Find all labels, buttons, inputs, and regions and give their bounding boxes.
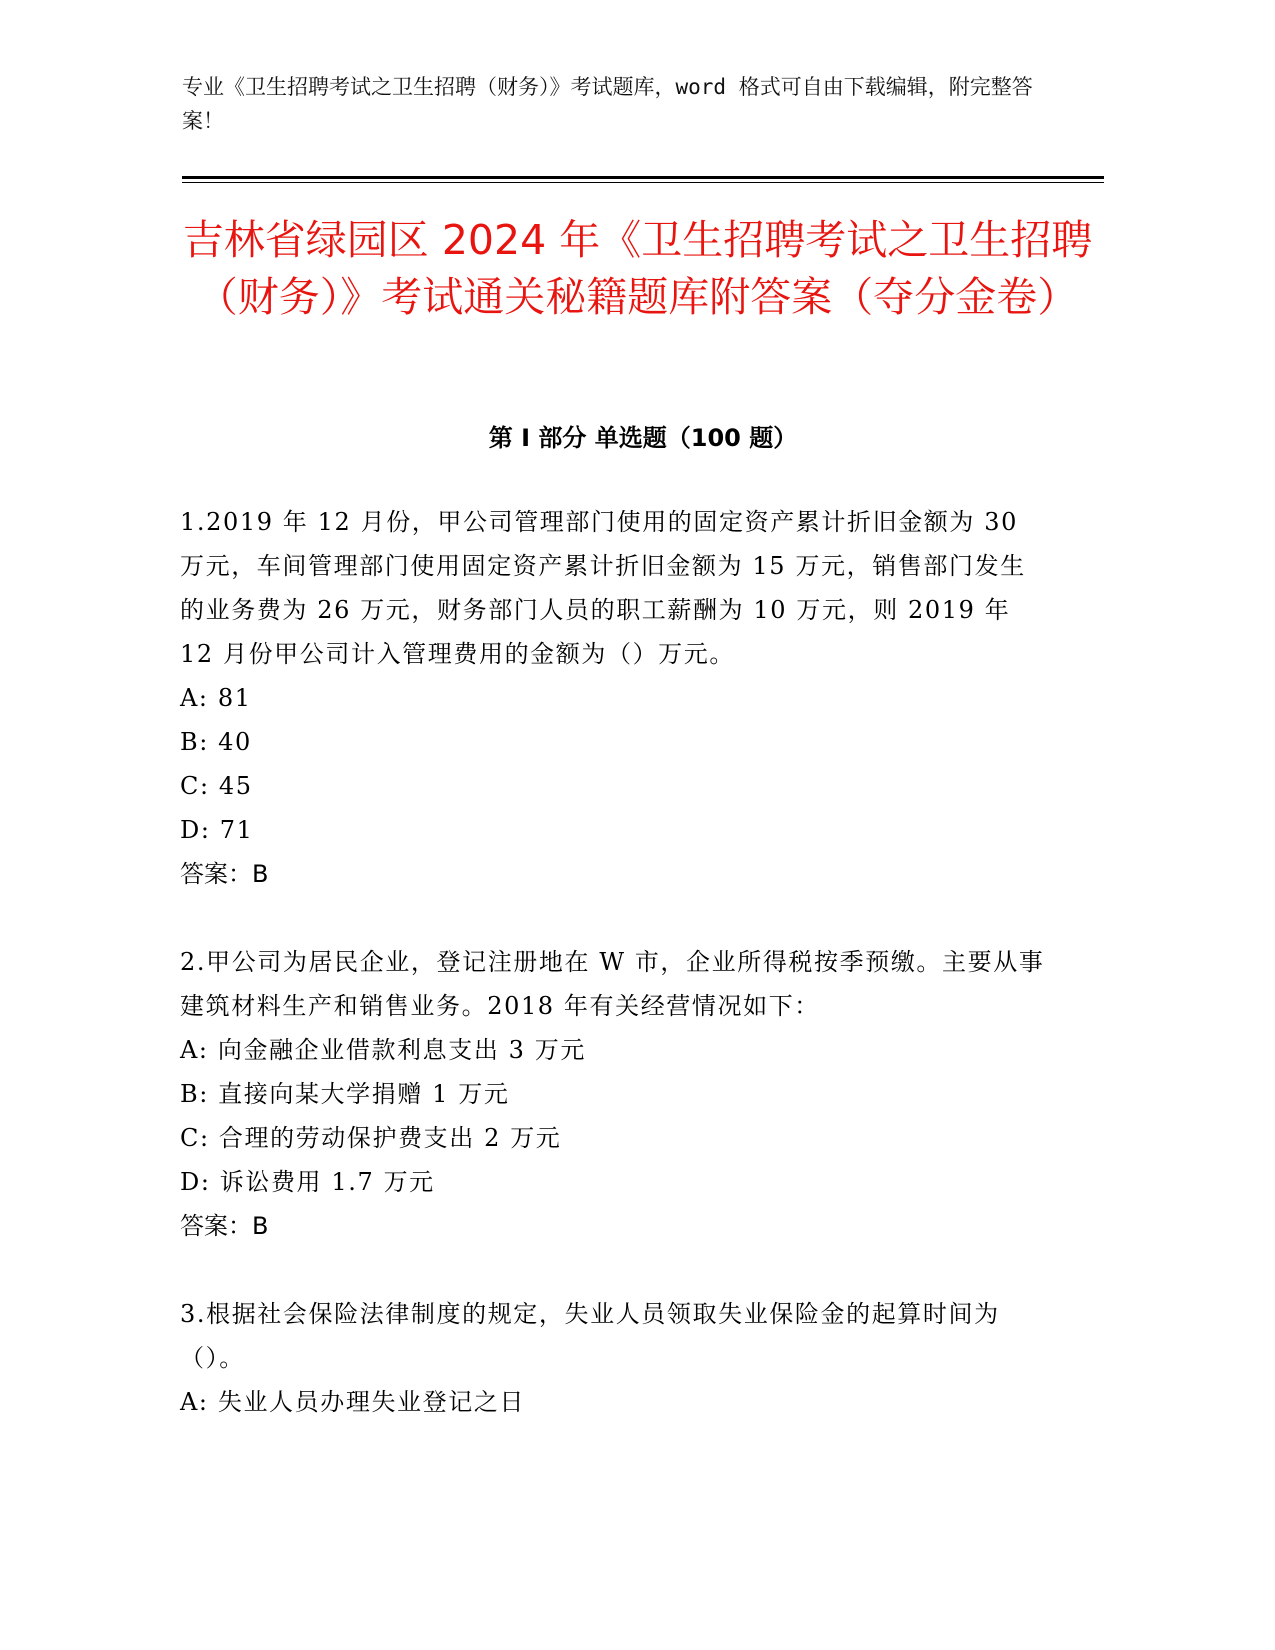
option-b: B: 直接向某大学捐赠 1 万元 [180,1080,510,1108]
option-b: B: 40 [180,728,252,756]
header-divider-thick [182,176,1104,179]
section-heading: 第 I 部分 单选题（100 题） [488,424,798,452]
option-a: A: 向金融企业借款利息支出 3 万元 [180,1036,586,1064]
question-1 [180,500,1050,896]
question-stem: 2.甲公司为居民企业，登记注册地在 W 市，企业所得税按季预缴。主要从事建筑材料生产和销售业务。2018 年有关经营情况如下： [180,948,1045,1020]
option-c: C: 合理的劳动保护费支出 2 万元 [180,1124,562,1152]
question-2 [180,940,1050,1248]
option-c: C: 45 [180,772,253,800]
header-divider-thin [182,182,1104,183]
option-d: D: 71 [180,816,254,844]
answer: 答案：B [180,860,269,888]
answer: 答案：B [180,1212,269,1240]
option-a: A: 81 [180,684,252,712]
question-3 [180,1292,1050,1424]
question-list [180,500,1050,1468]
document-title: 吉林省绿园区 2024 年《卫生招聘考试之卫生招聘（财务）》考试通关秘籍题库附答案（夺分金卷） [182,216,1093,321]
option-d: D: 诉讼费用 1.7 万元 [180,1168,435,1196]
header-note: 专业《卫生招聘考试之卫生招聘（财务）》考试题库，word 格式可自由下载编辑，附完整答案！ [182,75,1033,133]
option-a: A: 失业人员办理失业登记之日 [180,1388,526,1416]
question-stem: 3.根据社会保险法律制度的规定，失业人员领取失业保险金的起算时间为（）。 [180,1300,1000,1372]
question-stem: 1.2019 年 12 月份，甲公司管理部门使用的固定资产累计折旧金额为 30 万元，车间管理部门使用固定资产累计折旧金额为 15 万元，销售部门发生的业务费为 26 万元，财务部门人员的职工薪酬为 10 万元，则 2019 年 12 月份甲公司计入管理费用的金额为（）万元。 [180,508,1026,668]
